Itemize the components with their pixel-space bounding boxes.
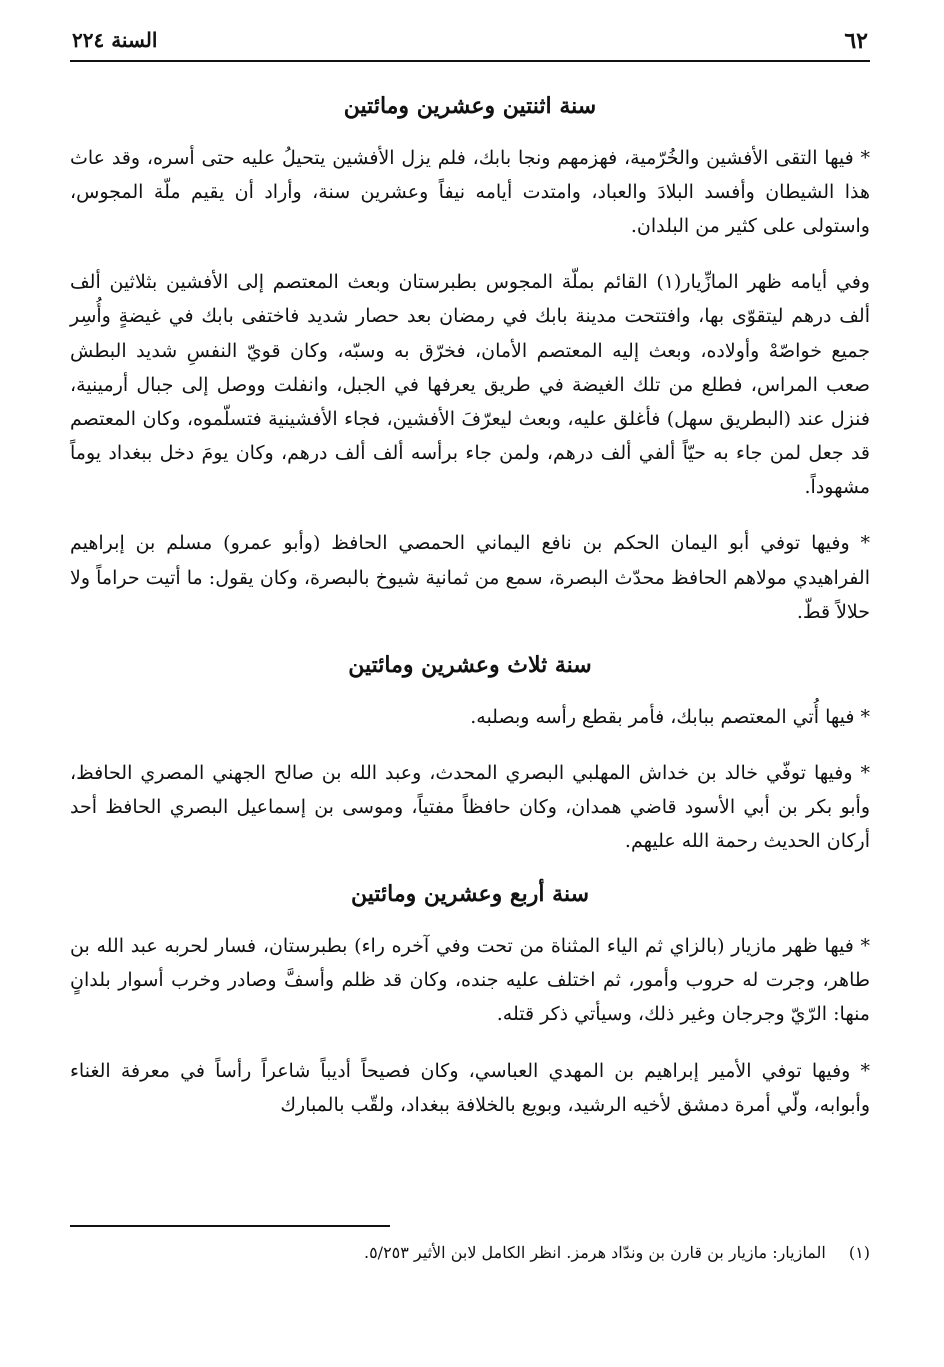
book-page [70, 20, 870, 1350]
section-title: سنة ثلاث وعشرين ومائتين [348, 652, 592, 679]
section-year-224 [70, 880, 870, 1122]
section-year-223 [70, 651, 870, 858]
paragraph: * وفيها توفي أبو اليمان الحكم بن نافع اليماني الحمصي الحافظ (وأبو عمرو) مسلم بن إبراهيم الفراهيدي مولاهم الحافظ محدّث البصرة، سمع من ثمانية شيوخ بالبصرة، وكان يقول: ما أتيت حراماً ولا حلالاً قطّ. [70, 532, 870, 623]
section-title: سنة أربع وعشرين ومائتين [350, 881, 590, 908]
footnote-text: المازيار: مازيار بن قارن بن وندّاد هرمز. انظر الكامل لابن الأثير ٥/٢٥٣. [363, 1243, 826, 1262]
footnote [70, 1240, 870, 1266]
footnote-separator [70, 1225, 390, 1227]
paragraph: * فيها ظهر مازيار (بالزاي ثم الياء المثناة من تحت وفي آخره راء) بطبرستان، فسار لحربه عبد الله بن طاهر، وجرت له حروب وأمور، ثم اختلف عليه جنده، وكان قد ظلم وأسفَّ وصادر وخرب أسوار بلدانٍ منها: الرّيّ وجرجان وغير ذلك، وسيأتي ذكر قتله. [70, 934, 870, 1026]
footnote-mark: (١) [848, 1243, 870, 1262]
paragraph: وفي أيامه ظهر المازِّيار(١) القائم بملّة المجوس بطبرستان وبعث المعتصم إلى الأفشين بثلاثين ألف ألف درهم ليتقوّى بها، وافتتحت مدينة بابك في رمضان بعد حصار شديد فاختفى بابك في غيضةٍ وأُسِر جميع خواصّهْ وأولاده، وبعث إليه المعتصم الأمان، فخرّق به وسبّه، وكان قويّ النفسِ شديد البطش صعب المراس، فطلع من تلك الغيضة في طريق يعرفها في الجبل، وانفلت ووصل إلى جبال أرمينية، فنزل عند (البطريق سهل) فأغلق عليه، وبعث ليعرّفَ الأفشين، فجاء الأفشينية فتسلّموه، وكان المعتصم قد جعل لمن جاء به حيّاً ألفي ألف درهم، ولمن جاء برأسه ألف ألف درهم، وكان يومَ دخل ببغداد يوماً مشهوداً. [70, 271, 870, 499]
section-year-222 [70, 92, 870, 629]
running-head [70, 20, 870, 62]
paragraph: * فيها التقى الأفشين والخُرّمية، فهزمهم ونجا بابك، فلم يزل الأفشين يتحيلُ عليه حتى أسره، وقد عاث هذا الشيطان وأفسد البلادَ والعباد، وامتدت أيامه نيفاً وعشرين سنة، وأراد أن يقيم ملّة المجوس، واستولى على كثير من البلدان. [70, 146, 870, 237]
page-number: ٦٢ [844, 28, 868, 54]
paragraph: * فيها أُتي المعتصم ببابك، فأمر بقطع رأسه وبصلبه. [470, 705, 870, 728]
section-title: سنة اثنتين وعشرين ومائتين [343, 93, 597, 119]
header-year-label: السنة ٢٢٤ [72, 28, 158, 52]
paragraph: * وفيها توفّي خالد بن خداش المهلبي البصري المحدث، وعبد الله بن صالح الجهني المصري الحافظ، وأبو بكر بن أبي الأسود قاضي همدان، وكان حافظاً مفتياً، وموسى بن إسماعيل البصري الحافظ أحد أركان الحديث رحمة الله عليهم. [70, 761, 870, 853]
paragraph: * وفيها توفي الأمير إبراهيم بن المهدي العباسي، وكان فصيحاً أديباً شاعراً رأساً في معرفة الغناء وأبوابه، ولّي أمرة دمشق لأخيه الرشيد، وبويع بالخلافة ببغداد، ولقّب بالمبارك [70, 1059, 870, 1116]
